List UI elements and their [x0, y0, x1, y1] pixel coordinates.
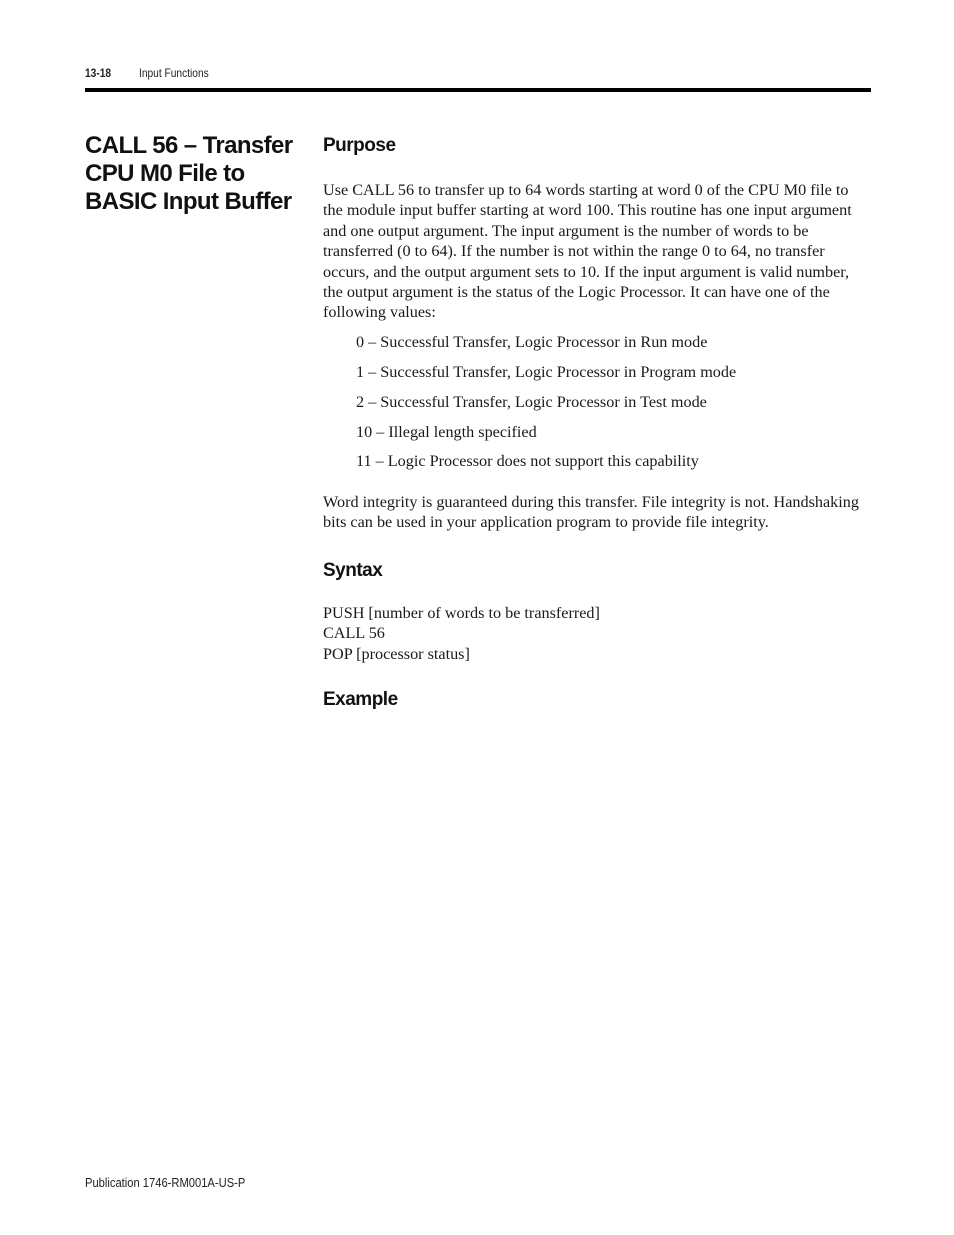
example-heading: Example [323, 688, 398, 710]
syntax-heading: Syntax [323, 559, 383, 581]
list-item: 1 – Successful Transfer, Logic Processor in Program mode [356, 362, 737, 381]
page-header [85, 66, 871, 80]
publication-footer: Publication 1746-RM001A-US-P [85, 1175, 246, 1190]
header-rule [85, 88, 871, 92]
list-item: 0 – Successful Transfer, Logic Processor in Run mode [356, 332, 708, 351]
syntax-line: POP [processor status] [323, 644, 470, 663]
purpose-body: Use CALL 56 to transfer up to 64 words starting at word 0 of the CPU M0 file to the module input buffer starting at word 100. This routine has one input argument and one output argument. The input argument is the number of words to be transferred (0 to 64). If the number is not within the range 0 to 64, no transfer occurs, and the output argument sets to 10. If the input argument is valid number, the output argument is the status of the Logic Processor. It can have one of the following values: [323, 181, 852, 322]
section-name: Input Functions [139, 66, 209, 80]
list-item: 11 – Logic Processor does not support this capability [356, 452, 699, 471]
integrity-note: Word integrity is guaranteed during this transfer. File integrity is not. Handshaking bits can be used in your application program to provide file integrity. [323, 492, 859, 532]
syntax-line: PUSH [number of words to be transferred] [323, 603, 600, 622]
list-item: 2 – Successful Transfer, Logic Processor in Test mode [356, 392, 707, 411]
syntax-line: CALL 56 [323, 624, 385, 643]
list-item: 10 – Illegal length specified [356, 422, 537, 441]
main-content [323, 134, 871, 712]
chapter-title: CALL 56 – Transfer CPU M0 File to BASIC Input Buffer [85, 132, 293, 215]
page-number: 13-18 [85, 66, 112, 80]
purpose-heading: Purpose [323, 135, 396, 156]
syntax-block [323, 603, 871, 664]
status-values-list [356, 332, 871, 472]
